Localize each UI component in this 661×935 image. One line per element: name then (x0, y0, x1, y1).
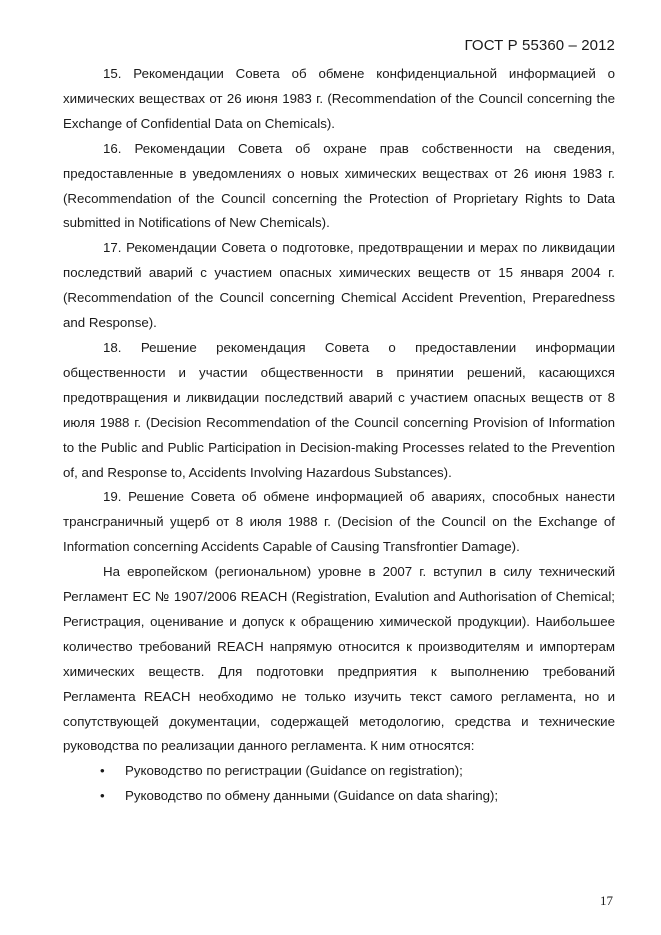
bullet-icon: • (100, 788, 105, 804)
paragraph-item-16: 16. Рекомендации Совета об охране прав собственности на сведения, предоставленные в уведомлениях о новых химических веществах от 26 июня 1983 г. (Recommendation of the Council concerning the Protection of Proprietary Rights to Data submitted in Notifications of New Chemicals). (63, 140, 615, 231)
paragraph-item-18: 18. Решение рекомендация Совета о предоставлении информации общественности и участии общественности в принятии решений, касающихся предотвращения и ликвидации последствий аварий с участием опасных веществ от 8 июля 1988 г. (Decision Recommendation of the Council concerning Provision of Information to the Public and Public Participation in Decision-making Processes related to the Prevention of, and Response to, Accidents Involving Hazardous Substances). (63, 339, 615, 480)
guidance-list (63, 759, 615, 809)
list-item (63, 784, 615, 809)
paragraph-item-17: 17. Рекомендации Совета о подготовке, предотвращении и мерах по ликвидации последствий аварий с участием опасных химических веществ от 15 января 2004 г. (Recommendation of the Council concerning Chemical Accident Prevention, Preparedness and Response). (63, 240, 615, 331)
paragraph-item-19: 19. Решение Совета об обмене информацией об авариях, способных нанести трансграничный ущерб от 8 июля 1988 г. (Decision of the Council on the Exchange of Information concerning Accidents Capable of Causing Transfrontier Damage). (63, 489, 615, 555)
list-item (63, 759, 615, 784)
list-item-text: Руководство по обмену данными (Guidance on data sharing); (125, 788, 499, 804)
paragraph-reach: На европейском (региональном) уровне в 2007 г. вступил в силу технический Регламент ЕС № 1907/2006 REACH (Registration, Evalution and Authorisation of Chemical; Регистрация, оценивание и допуск к обращению химической продукции). Наибольшее количество требований REACH напрямую относится к производителям и импортерам химических веществ. Для подготовки предприятия к выполнению требований Регламента REACH необходимо не только изучить текст самого регламента, но и сопутствующей документации, содержащей методологию, средства и технические руководства по реализации данного регламента. К ним относятся: (63, 564, 615, 754)
page-number: 17 (600, 893, 613, 908)
bullet-icon: • (100, 763, 105, 779)
paragraph-item-15: 15. Рекомендации Совета об обмене конфиденциальной информацией о химических веществах от 26 июня 1983 г. (Recommendation of the Council concerning the Exchange of Confidential Data on Chemicals). (63, 66, 615, 131)
document-body (63, 62, 615, 809)
document-header: ГОСТ Р 55360 – 2012 (464, 37, 615, 54)
list-item-text: Руководство по регистрации (Guidance on registration); (125, 763, 463, 779)
